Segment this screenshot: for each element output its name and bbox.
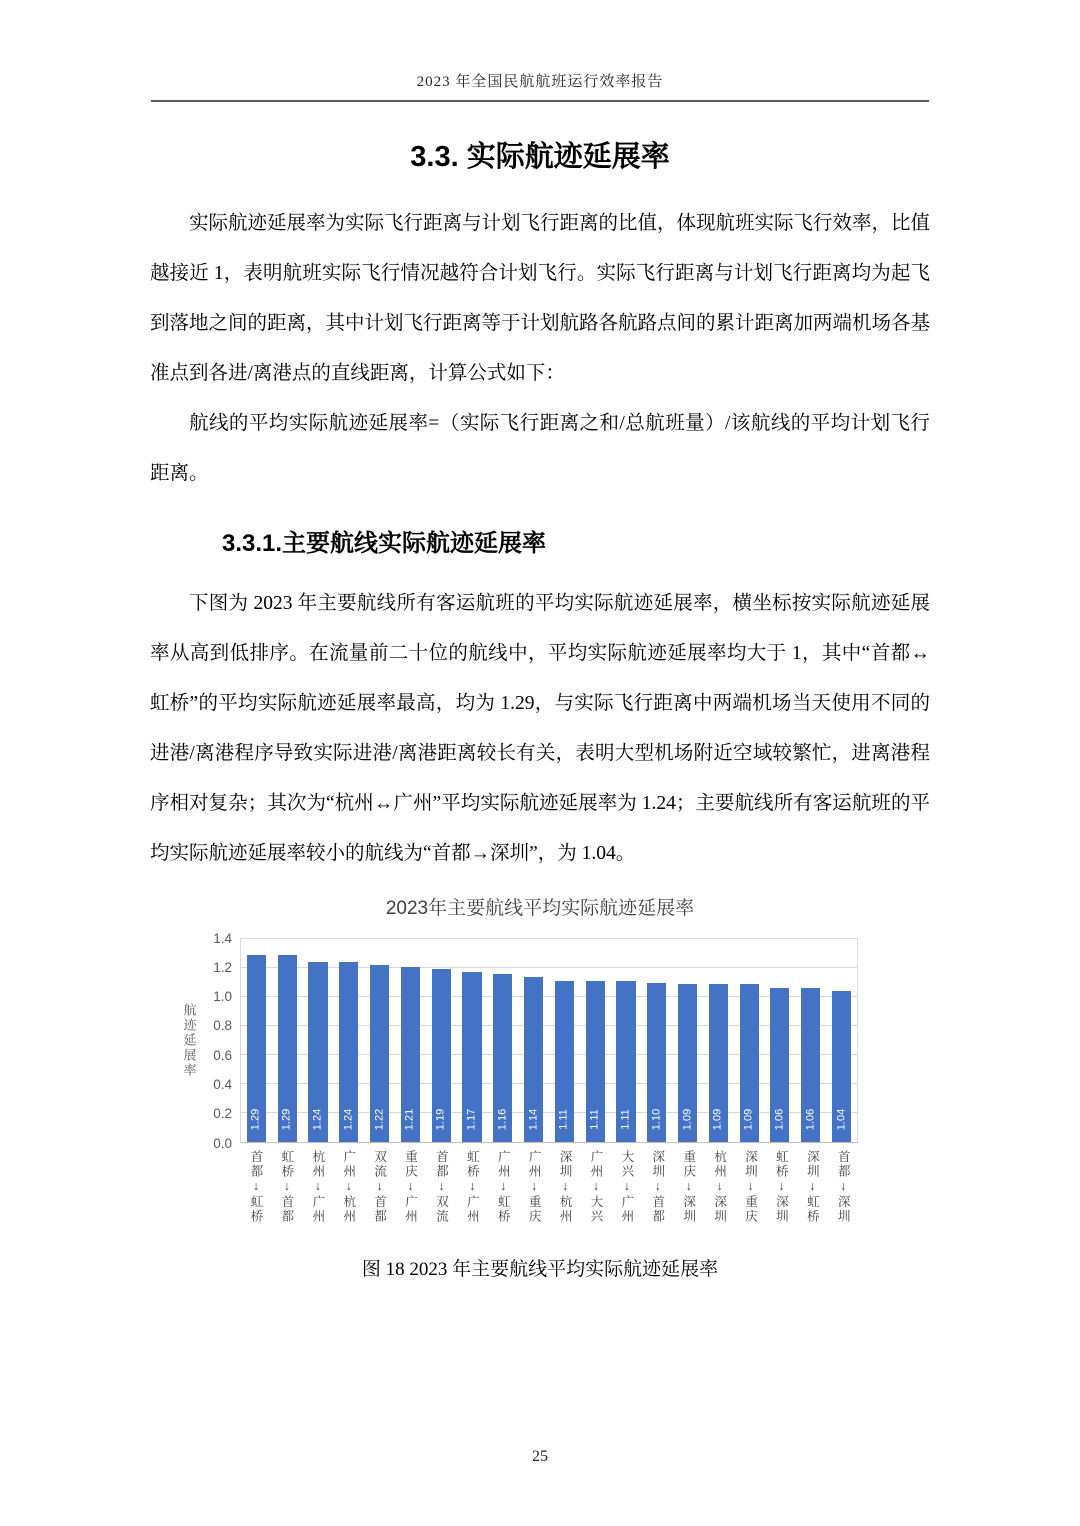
section-title: 3.3. 实际航迹延展率: [410, 141, 670, 173]
x-axis-label-cell: [518, 1150, 549, 1224]
bar-value-label: 1.10: [650, 1108, 663, 1131]
bar-value-label: 1.06: [773, 1108, 786, 1131]
bar: [770, 988, 789, 1142]
body-text: [150, 199, 930, 499]
x-axis-label: 深圳↓重庆: [743, 1150, 758, 1224]
y-axis-tick-label: 0.4: [213, 1076, 232, 1092]
paragraph-1: 实际航迹延展率为实际飞行距离与计划飞行距离的比值，体现航班实际飞行效率，比值越接近 1，表明航班实际飞行情况越符合计划飞行。实际飞行距离与计划飞行距离均为起飞到落地之间的距离，其中计划飞行距离等于计划航路各航路点间的累计距离加两端机场各基准点到各进/离港点的直线距离，计算公式如下：: [150, 213, 931, 384]
bar: [308, 962, 327, 1142]
paragraph-2: 下图为 2023 年主要航线所有客运航班的平均实际航迹延展率，横坐标按实际航迹延展率从高到低排序。在流量前二十位的航线中，平均实际航迹延展率均大于 1，其中“首都↔虹桥”的平均实际航迹延展率最高，均为 1.29，与实际飞行距离中两端机场当天使用不同的进港/离港程序导致实际进港/离港距离较长有关，表明大型机场附近空域较繁忙，进离港程序相对复杂；其次为“杭州↔广州”平均实际航迹延展率为 1.24；主要航线所有客运航班的平均实际航迹延展率较小的航线为“首都→深圳”，为 1.04。: [150, 593, 930, 864]
paragraph-formula: 航线的平均实际航迹延展率=（实际飞行距离之和/总航班量）/该航线的平均计划飞行距离。: [150, 413, 930, 484]
x-axis-label-cell: [395, 1150, 426, 1224]
x-axis-label: 虹桥↓广州: [465, 1150, 480, 1224]
report-title: 2023 年全国民航航班运行效率报告: [416, 74, 664, 90]
bar-value-label: 1.24: [311, 1108, 324, 1131]
bar: [678, 984, 697, 1142]
bar: [247, 955, 266, 1142]
bar-value-label: 1.11: [619, 1109, 632, 1130]
x-axis-label: 深圳↓虹桥: [805, 1150, 820, 1224]
bar-column: [641, 939, 672, 1142]
x-axis-label-cell: [425, 1150, 456, 1224]
x-axis-label: 虹桥↓首都: [279, 1150, 294, 1224]
x-axis-label-cell: [673, 1150, 704, 1224]
x-axis-label-cell: [364, 1150, 395, 1224]
bar-column: [765, 939, 796, 1142]
bar-value-label: 1.11: [557, 1109, 570, 1130]
x-axis-label: 首都↓深圳: [836, 1150, 851, 1224]
bar-value-label: 1.14: [527, 1108, 540, 1131]
x-axis-label: 深圳↓首都: [650, 1150, 665, 1224]
x-axis-label: 首都↓双流: [434, 1150, 449, 1224]
bar-column: [395, 939, 426, 1142]
x-axis-label: 广州↓重庆: [527, 1150, 542, 1224]
x-axis-label: 杭州↓深圳: [712, 1150, 727, 1224]
x-axis-label-cell: [704, 1150, 735, 1224]
bar-column: [611, 939, 642, 1142]
bar-value-label: 1.09: [681, 1108, 694, 1131]
x-axis-label: 深圳↓杭州: [558, 1150, 573, 1224]
x-axis-label: 重庆↓广州: [403, 1150, 418, 1224]
bar-column: [734, 939, 765, 1142]
bar-column: [826, 939, 857, 1142]
bar-column: [580, 939, 611, 1142]
bar: [647, 983, 666, 1143]
x-axis-label-cell: [765, 1150, 796, 1224]
x-axis-label-cell: [487, 1150, 518, 1224]
bar-value-label: 1.29: [280, 1108, 293, 1131]
y-axis-tick-label: 1.2: [213, 959, 232, 975]
bar: [832, 991, 851, 1142]
bar: [524, 977, 543, 1142]
page-number: 25: [532, 1448, 548, 1465]
figure-caption: 图 18 2023 年主要航线平均实际航迹延展率: [361, 1259, 719, 1280]
x-axis-label: 广州↓虹桥: [496, 1150, 511, 1224]
bar-column: [272, 939, 303, 1142]
x-axis-label-cell: [240, 1150, 271, 1224]
x-axis-label: 杭州↓广州: [310, 1150, 325, 1224]
bars: [241, 939, 857, 1142]
x-axis-label: 重庆↓深圳: [681, 1150, 696, 1224]
bar: [432, 969, 451, 1142]
bar-value-label: 1.24: [342, 1108, 355, 1131]
bar-column: [241, 939, 272, 1142]
bar-column: [487, 939, 518, 1142]
bar-value-label: 1.17: [465, 1108, 478, 1131]
plot-wrap: [240, 938, 858, 1224]
bar-value-label: 1.22: [373, 1108, 386, 1131]
bar-column: [426, 939, 457, 1142]
x-axis-label-cell: [580, 1150, 611, 1224]
bar: [401, 967, 420, 1142]
bar-column: [549, 939, 580, 1142]
bar-value-label: 1.11: [588, 1109, 601, 1130]
bar-column: [333, 939, 364, 1142]
header-divider: [151, 100, 929, 102]
bar: [278, 955, 297, 1142]
chart-body: [178, 930, 1080, 1224]
chart-title: 2023年主要航线平均实际航迹延展率: [385, 898, 695, 919]
y-axis-ticks: [200, 930, 240, 1151]
bar-column: [703, 939, 734, 1142]
bar-value-label: 1.21: [403, 1108, 416, 1131]
x-axis-label: 广州↓大兴: [588, 1150, 603, 1224]
bar-value-label: 1.06: [804, 1108, 817, 1131]
y-axis-tick-label: 1.4: [213, 930, 232, 946]
bar: [740, 984, 759, 1142]
bar-column: [303, 939, 334, 1142]
x-axis-label-cell: [333, 1150, 364, 1224]
x-axis-label: 首都↓虹桥: [249, 1150, 264, 1224]
bar-column: [364, 939, 395, 1142]
bar-column: [518, 939, 549, 1142]
bar-value-label: 1.09: [742, 1108, 755, 1131]
x-axis-label-cell: [456, 1150, 487, 1224]
bar-chart: [0, 893, 1080, 1224]
y-axis-tick-label: 0.0: [213, 1135, 232, 1151]
y-axis-title: 航迹延展率: [181, 1003, 197, 1078]
bar-column: [457, 939, 488, 1142]
page-header: [151, 0, 929, 102]
x-axis-label: 大兴↓广州: [619, 1150, 634, 1224]
bar-value-label: 1.29: [249, 1108, 262, 1131]
y-axis-tick-label: 1.0: [213, 988, 232, 1004]
x-axis-label-cell: [735, 1150, 766, 1224]
x-axis-label-cell: [302, 1150, 333, 1224]
bar: [555, 981, 574, 1142]
x-axis-label-cell: [271, 1150, 302, 1224]
bar: [586, 981, 605, 1142]
bar-value-label: 1.04: [835, 1108, 848, 1131]
bar: [709, 984, 728, 1142]
x-axis-label: 虹桥↓深圳: [774, 1150, 789, 1224]
x-axis-label: 广州↓杭州: [341, 1150, 356, 1224]
y-axis-tick-label: 0.6: [213, 1047, 232, 1063]
x-axis-label-cell: [827, 1150, 858, 1224]
bar: [616, 981, 635, 1142]
bar: [339, 962, 358, 1142]
x-axis-label: 双流↓首都: [372, 1150, 387, 1224]
x-axis-label-cell: [796, 1150, 827, 1224]
y-axis-tick-label: 0.2: [213, 1105, 232, 1121]
x-axis-labels: [240, 1150, 858, 1224]
bar-value-label: 1.16: [496, 1108, 509, 1131]
plot-area: [240, 938, 858, 1143]
bar: [801, 988, 820, 1142]
bar: [462, 972, 481, 1142]
bar-value-label: 1.19: [434, 1108, 447, 1131]
subsection-title: 3.3.1.主要航线实际航迹延展率: [222, 530, 547, 557]
bar: [370, 965, 389, 1142]
bar-column: [795, 939, 826, 1142]
x-axis-label-cell: [642, 1150, 673, 1224]
x-axis-label-cell: [549, 1150, 580, 1224]
y-axis-tick-label: 0.8: [213, 1018, 232, 1034]
x-axis-label-cell: [611, 1150, 642, 1224]
bar-value-label: 1.09: [711, 1108, 724, 1131]
bar: [493, 974, 512, 1142]
bar-column: [672, 939, 703, 1142]
subsection-body-text: [150, 579, 930, 879]
